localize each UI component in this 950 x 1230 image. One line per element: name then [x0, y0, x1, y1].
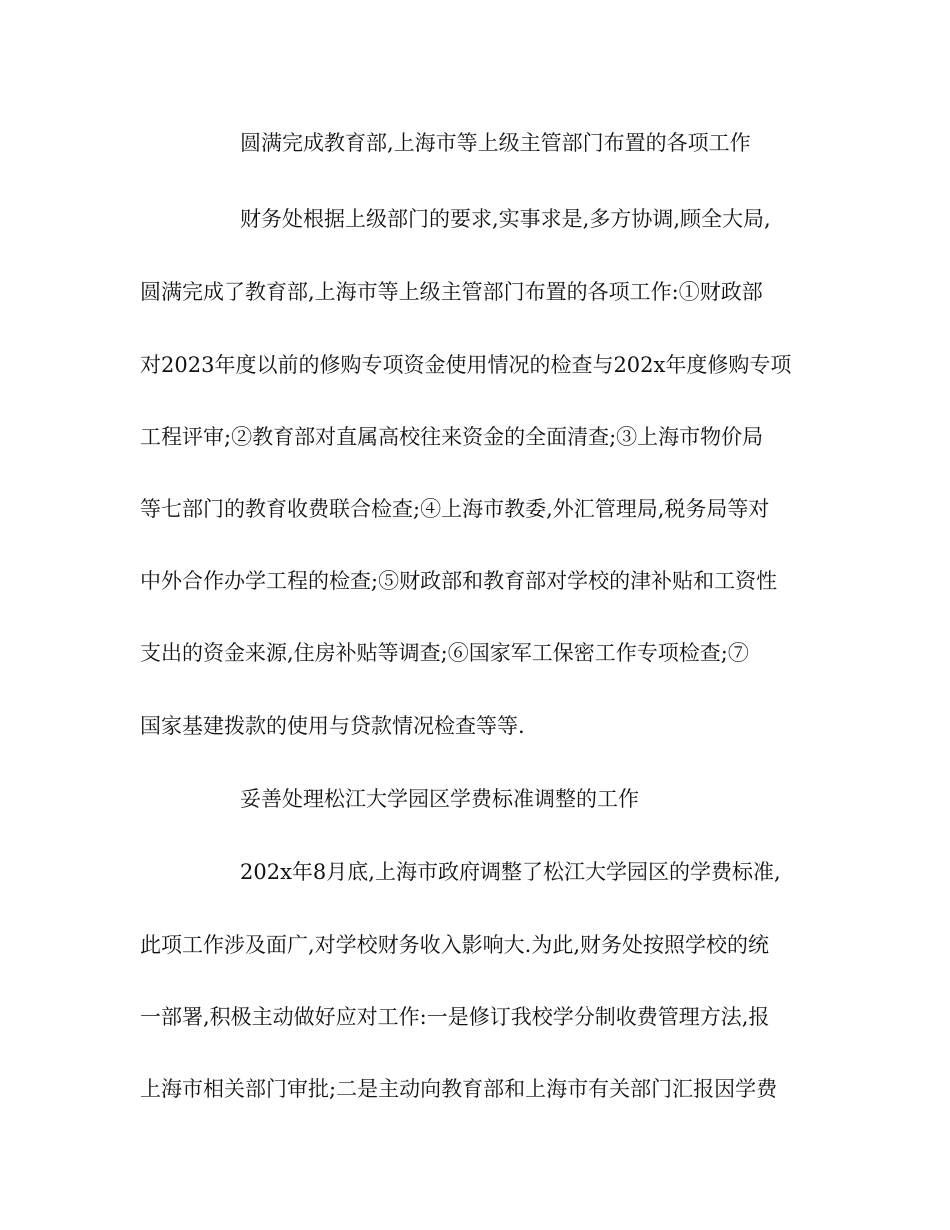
paragraph-1-line-1: 财务处根据上级部门的要求,实事求是,多方协调,顾全大局,: [240, 207, 771, 231]
section-heading-2: 妥善处理松江大学园区学费标准调整的工作: [240, 787, 639, 811]
section-heading-1: 圆满完成教育部,上海市等上级主管部门布置的各项工作: [240, 131, 751, 155]
paragraph-1-line-8: 国家基建拨款的使用与贷款情况检查等等.: [140, 714, 525, 738]
paragraph-2-line-1: 202x年8月底,上海市政府调整了松江大学园区的学费标准,: [240, 860, 781, 884]
paragraph-1-line-2: 圆满完成了教育部,上海市等上级主管部门布置的各项工作:①财政部: [140, 280, 763, 304]
paragraph-2-line-3: 一部署,积极主动做好应对工作:一是修订我校学分制收费管理方法,报: [140, 1005, 770, 1029]
paragraph-1-line-5: 等七部门的教育收费联合检查;④上海市教委,外汇管理局,税务局等对: [140, 497, 770, 521]
paragraph-1-line-3: 对2023年度以前的修购专项资金使用情况的检查与202x年度修购专项: [140, 353, 792, 377]
paragraph-1-line-6: 中外合作办学工程的检查;⑤财政部和教育部对学校的津补贴和工资性: [140, 569, 778, 593]
paragraph-2-line-4: 上海市相关部门审批;二是主动向教育部和上海市有关部门汇报因学费: [140, 1077, 778, 1101]
paragraph-1-line-4: 工程评审;②教育部对直属高校往来资金的全面清查;③上海市物价局: [140, 425, 764, 449]
paragraph-1-line-7: 支出的资金来源,住房补贴等调查;⑥国家军工保密工作专项检查;⑦: [140, 641, 749, 665]
paragraph-2-line-2: 此项工作涉及面广,对学校财务收入影响大.为此,财务处按照学校的统: [140, 933, 770, 957]
